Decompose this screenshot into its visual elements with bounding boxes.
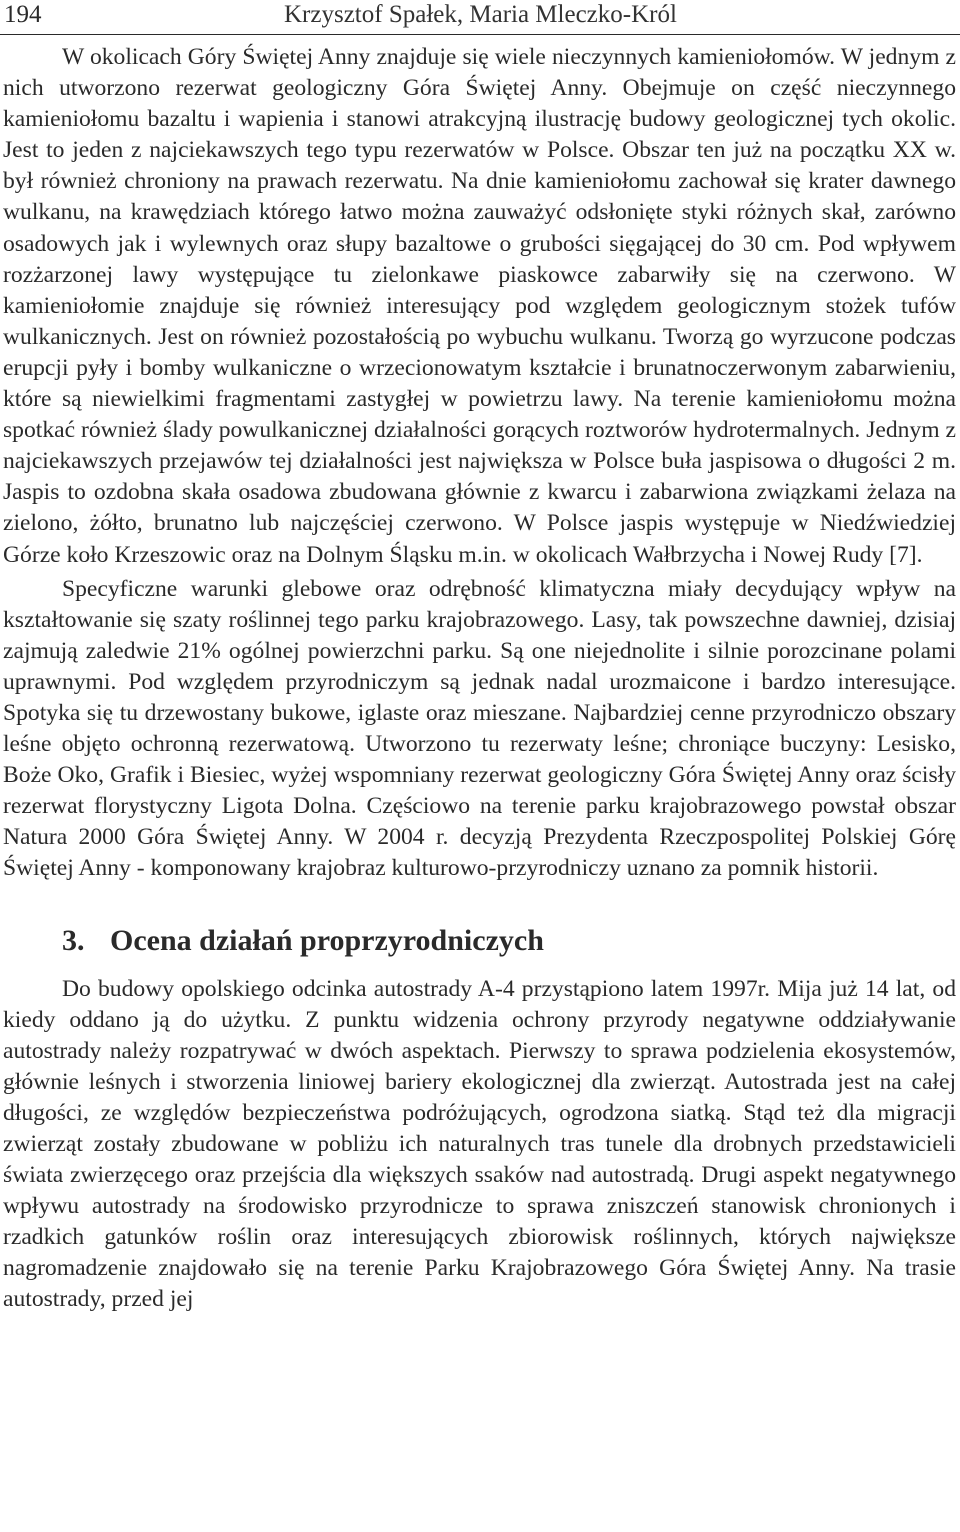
body-text: [3, 42, 956, 1316]
running-head-authors: Krzysztof Spałek, Maria Mleczko-Król: [284, 1, 677, 28]
section-title: Ocena działań proprzyrodniczych: [110, 923, 544, 957]
page-number: 194: [4, 1, 42, 28]
section-heading: [3, 921, 956, 961]
paragraph-motorway: Do budowy opolskiego odcinka autostrady A-4 przystąpiono latem 1997r. Mija już 14 lat, od kiedy oddano ją do użytku. Z punktu widzenia ochrony przyrody negatywne oddziaływanie autostrady należy rozpatrywać w dwóch aspektach. Pierwszy to sprawa podzielenia ekosystemów, głównie leśnych i stworzenia liniowej bariery ekologicznej dla zwierząt. Autostrada jest na całej długości, ze względów bezpieczeństwa podróżujących, ogrodzona siatką. Stąd też dla migracji zwierząt zostały zbudowane w pobliżu ich naturalnych tras tunele dla drobnych przedstawicieli świata zwierzęcego oraz przejścia dla większych ssaków nad autostradą. Drugi aspekt negatywnego wpływu autostrady na środowisko przyrodnicze to sprawa zniszczeń stanowisk chronionych i rzadkich gatunków roślin oraz interesujących zbiorowisk roślinnych, których największe nagromadzenie znajdowało się na terenie Parku Krajobrazowego Góra Świętej Anny. Na trasie autostrady, przed jej: [3, 975, 956, 1313]
section-number: 3.: [62, 923, 85, 957]
running-header: [0, 0, 960, 35]
paragraph-vegetation: Specyficzne warunki glebowe oraz odrębność klimatyczna miały decydujący wpływ na kształtowanie się szaty roślinnej tego parku krajobrazowego. Lasy, tak powszechne dawniej, dzisiaj zajmują zaledwie 21% ogólnej powierzchni parku. Są one niejednolite i silnie porozcinane polami uprawnymi. Pod względem przyrodniczym są jednak nadal urozmaicone i bardzo interesujące. Spotyka się tu drzewostany bukowe, iglaste oraz mieszane. Najbardziej cenne przyrodniczo obszary leśne objęto ochronną rezerwatową. Utworzono tu rezerwaty leśne; chroniące buczyny: Lesisko, Boże Oko, Grafik i Biesiec, wyżej wspomniany rezerwat geologiczny Góra Świętej Anny oraz ścisły rezerwat florystyczny Ligota Dolna. Częściowo na terenie parku krajobrazowego powstał obszar Natura 2000 Góra Świętej Anny. W 2004 r. decyzją Prezydenta Rzeczpospolitej Polskiej Górę Świętej Anny - komponowany krajobraz kulturowo-przyrodniczy uznano za pomnik historii.: [3, 575, 956, 882]
paragraph-quarries: W okolicach Góry Świętej Anny znajduje się wiele nieczynnych kamieniołomów. W jednym z nich utworzono rezerwat geologiczny Góra Świętej Anny. Obejmuje on część nieczynnego kamieniołomu bazaltu i wapienia i stanowi atrakcyjną ilustrację budowy geologicznej tych okolic. Jest to jeden z najciekawszych tego typu rezerwatów w Polsce. Obszar ten już na początku XX w. był również chroniony na prawach rezerwatu. Na dnie kamieniołomu zachował się krater dawnego wulkanu, na krawędziach którego łatwo można zauważyć odsłonięte styki różnych skał, zarówno osadowych jak i wylewnych oraz słupy bazaltowe o grubości sięgającej do 30 cm. Pod wpływem rozżarzonej lawy występujące tu zielonkawe piaskowce zabarwiły się na czerwono. W kamieniołomie znajduje się również interesujący pod względem geologicznym stożek tufów wulkanicznych. Jest on również pozostałością po wybuchu wulkanu. Tworzą go wyrzucone podczas erupcji pyły i bomby wulkaniczne o wrzecionowatym kształcie i brunatnoczerwonym zabarwieniu, które są niewielkimi fragmentami zastygłej w powietrzu lawy. Na terenie kamieniołomu można spotkać również ślady powulkanicznej działalności gorących roztworów hydrotermalnych. Jednym z najciekawszych przejawów tej działalności jest największa w Polsce buła jaspisowa o długości 2 m. Jaspis to ozdobna skała osadowa zbudowana głównie z kwarcu i zabarwiona związkami żelaza na zielono, żółto, brunatno lub najczęściej czerwono. W Polsce jaspis występuje w Niedźwiedziej Górze koło Krzeszowic oraz na Dolnym Śląsku m.in. w okolicach Wałbrzycha i Nowej Rudy [7].: [3, 44, 956, 568]
